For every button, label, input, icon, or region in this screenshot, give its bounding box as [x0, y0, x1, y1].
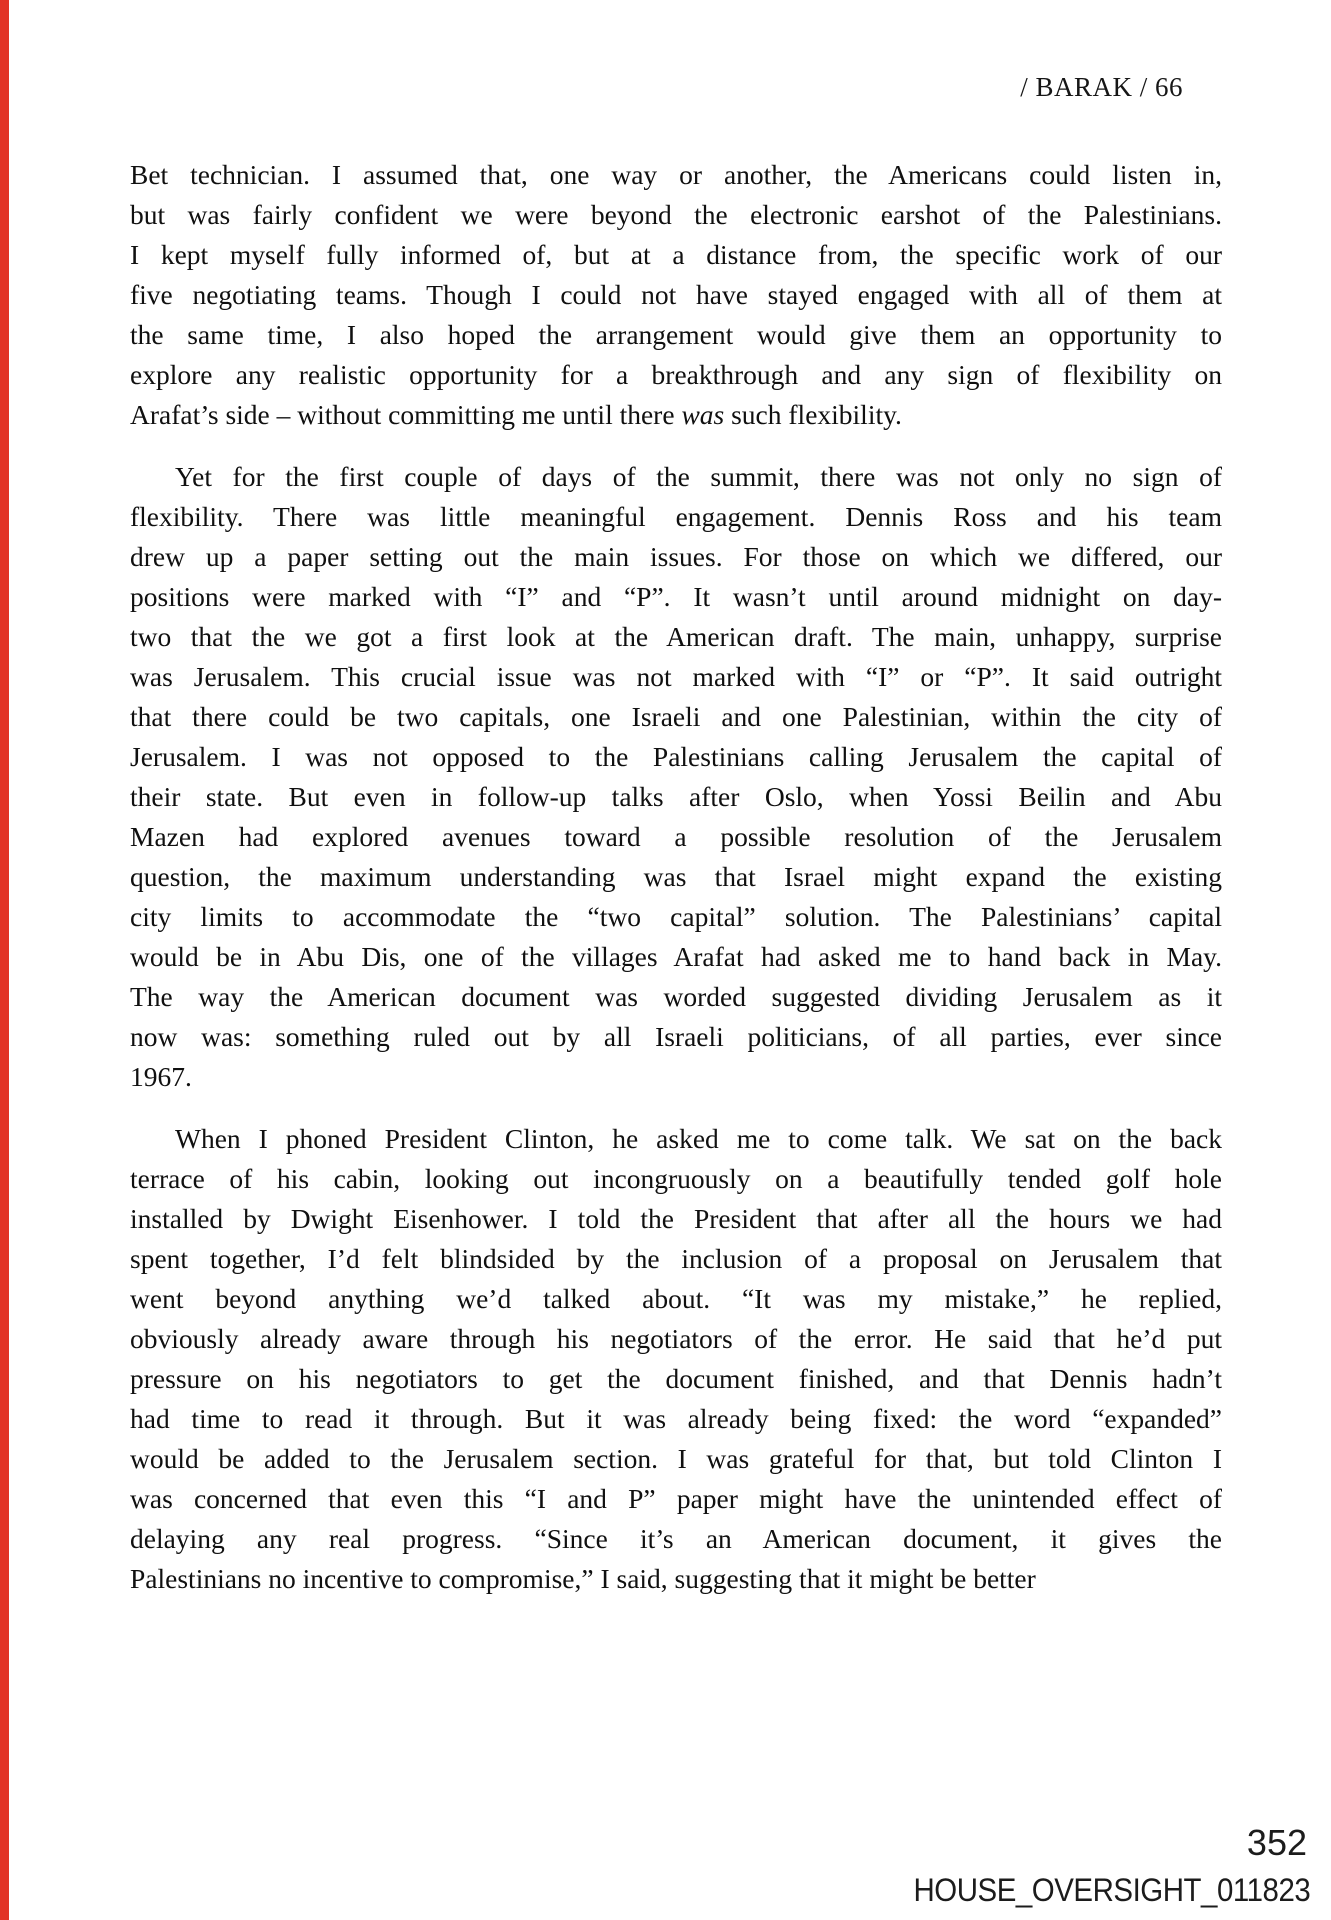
- text-line: [130, 577, 1222, 617]
- text-run: five negotiating teams. Though I could not have stayed engaged with all of them at: [130, 279, 1222, 310]
- text-run: had time to read it through. But it was already being fixed: the word “expanded”: [130, 1403, 1222, 1434]
- text-run: Bet technician. I assumed that, one way or another, the Americans could listen in,: [130, 159, 1222, 190]
- text-line: [130, 1279, 1222, 1319]
- text-line: [130, 497, 1222, 537]
- bates-stamp: HOUSE_OVERSIGHT_011823: [913, 1872, 1310, 1908]
- text-run: would be added to the Jerusalem section. I was grateful for that, but told Clinton I: [130, 1443, 1222, 1474]
- text-run: the same time, I also hoped the arrangement would give them an opportunity to: [130, 319, 1222, 350]
- text-run: positions were marked with “I” and “P”. It wasn’t until around midnight on day-: [130, 581, 1222, 612]
- text-line: [130, 315, 1222, 355]
- text-run: such flexibility.: [724, 399, 902, 430]
- text-line: [130, 817, 1222, 857]
- text-line: [130, 777, 1222, 817]
- text-line: [130, 857, 1222, 897]
- text-run: 1967.: [130, 1061, 192, 1092]
- text-run: The way the American document was worded suggested dividing Jerusalem as it: [130, 981, 1222, 1012]
- text-line: [130, 537, 1222, 577]
- text-line: [130, 235, 1222, 275]
- text-run: Arafat’s side – without committing me until there: [130, 399, 682, 430]
- text-run: question, the maximum understanding was that Israel might expand the existing: [130, 861, 1222, 892]
- text-run: city limits to accommodate the “two capital” solution. The Palestinians’ capital: [130, 901, 1222, 932]
- paragraph: [130, 155, 1222, 435]
- text-run: Yet for the first couple of days of the summit, there was not only no sign of: [175, 461, 1222, 492]
- text-run: was concerned that even this “I and P” paper might have the unintended effect of: [130, 1483, 1222, 1514]
- text-line: [130, 897, 1222, 937]
- red-edge-line: [0, 0, 9, 1920]
- text-run: When I phoned President Clinton, he asked me to come talk. We sat on the back: [175, 1123, 1222, 1154]
- text-run: drew up a paper setting out the main issues. For those on which we differed, our: [130, 541, 1222, 572]
- page-number: 352: [1246, 1822, 1307, 1863]
- text-line: [130, 737, 1222, 777]
- text-run: pressure on his negotiators to get the document finished, and that Dennis hadn’t: [130, 1363, 1222, 1394]
- text-line: [130, 457, 1222, 497]
- text-run: would be in Abu Dis, one of the villages Arafat had asked me to hand back in May.: [130, 941, 1222, 972]
- text-run: explore any realistic opportunity for a breakthrough and any sign of flexibility on: [130, 359, 1222, 390]
- text-line: [130, 1559, 1222, 1599]
- text-run: was Jerusalem. This crucial issue was not marked with “I” or “P”. It said outright: [130, 661, 1222, 692]
- text-line: [130, 1159, 1222, 1199]
- text-line: [130, 617, 1222, 657]
- text-run: Palestinians no incentive to compromise,” I said, suggesting that it might be better: [130, 1563, 1036, 1594]
- text-run: Jerusalem. I was not opposed to the Palestinians calling Jerusalem the capital of: [130, 741, 1222, 772]
- text-line: [130, 195, 1222, 235]
- paragraph: [130, 457, 1222, 1097]
- text-run: Mazen had explored avenues toward a possible resolution of the Jerusalem: [130, 821, 1222, 852]
- text-run: terrace of his cabin, looking out incongruously on a beautifully tended golf hole: [130, 1163, 1222, 1194]
- text-line: [130, 355, 1222, 395]
- text-run: went beyond anything we’d talked about. “It was my mistake,” he replied,: [130, 1283, 1222, 1314]
- text-line: [130, 1199, 1222, 1239]
- text-line: [130, 937, 1222, 977]
- text-line: [130, 977, 1222, 1017]
- text-run: delaying any real progress. “Since it’s an American document, it gives the: [130, 1523, 1222, 1554]
- text-line: [130, 657, 1222, 697]
- text-line: [130, 1319, 1222, 1359]
- text-line: [130, 1017, 1222, 1057]
- text-line: [130, 395, 1222, 435]
- text-line: [130, 1519, 1222, 1559]
- running-header: / BARAK / 66: [1020, 72, 1183, 102]
- text-line: [130, 155, 1222, 195]
- text-line: [130, 1239, 1222, 1279]
- text-run: two that the we got a first look at the American draft. The main, unhappy, surprise: [130, 621, 1222, 652]
- text-run: flexibility. There was little meaningful engagement. Dennis Ross and his team: [130, 501, 1222, 532]
- text-line: [130, 697, 1222, 737]
- text-run: now was: something ruled out by all Israeli politicians, of all parties, ever since: [130, 1021, 1222, 1052]
- paragraph: [130, 1119, 1222, 1599]
- body-text: [130, 155, 1222, 1599]
- text-line: [130, 1439, 1222, 1479]
- italic-text-run: was: [681, 399, 725, 430]
- text-run: but was fairly confident we were beyond the electronic earshot of the Palestinians.: [130, 199, 1222, 230]
- text-run: spent together, I’d felt blindsided by the inclusion of a proposal on Jerusalem that: [130, 1243, 1222, 1274]
- text-line: [130, 1057, 1222, 1097]
- text-line: [130, 1479, 1222, 1519]
- text-line: [130, 1399, 1222, 1439]
- text-line: [130, 1119, 1222, 1159]
- text-run: I kept myself fully informed of, but at a distance from, the specific work of our: [130, 239, 1222, 270]
- text-run: that there could be two capitals, one Israeli and one Palestinian, within the city of: [130, 701, 1222, 732]
- text-run: their state. But even in follow-up talks after Oslo, when Yossi Beilin and Abu: [130, 781, 1222, 812]
- text-run: installed by Dwight Eisenhower. I told the President that after all the hours we had: [130, 1203, 1222, 1234]
- text-line: [130, 275, 1222, 315]
- text-run: obviously already aware through his negotiators of the error. He said that he’d put: [130, 1323, 1222, 1354]
- text-line: [130, 1359, 1222, 1399]
